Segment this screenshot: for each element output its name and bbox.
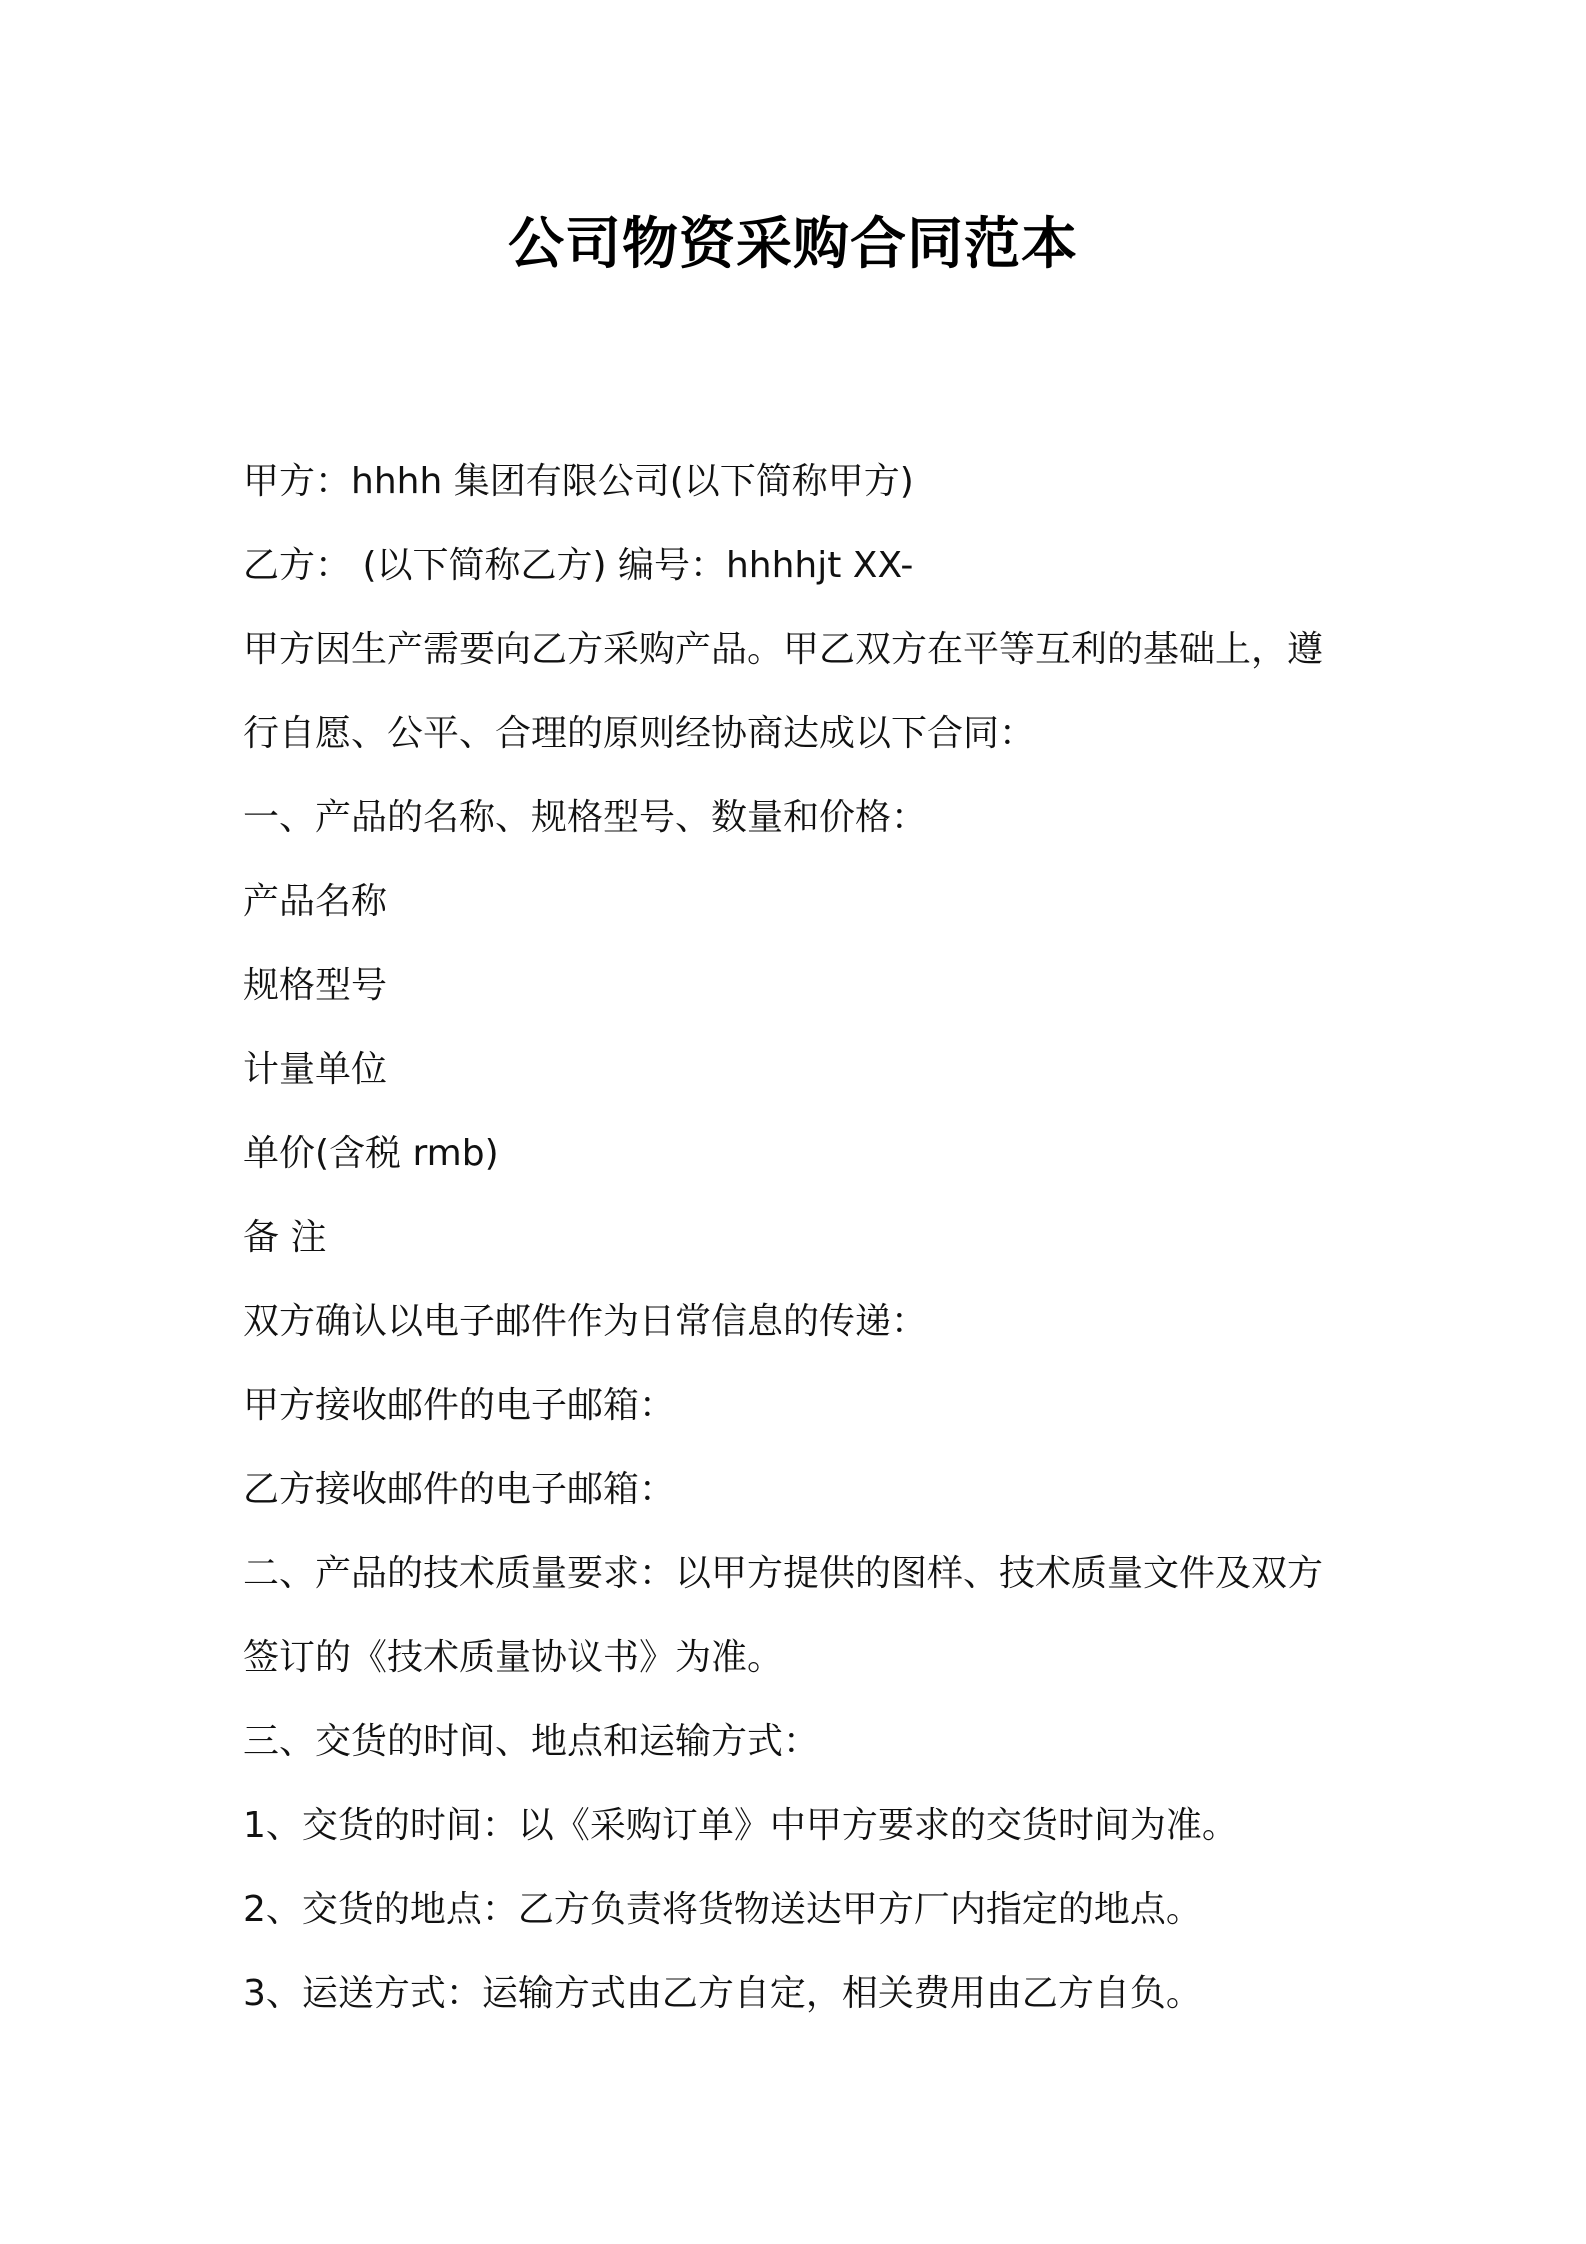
delivery-time-line: 1、交货的时间：以《采购订单》中甲方要求的交货时间为准。: [243, 1805, 1238, 1846]
preamble-line-2: 行自愿、公平、合理的原则经协商达成以下合同：: [243, 713, 1036, 754]
party-a-line: 甲方：hhhh 集团有限公司(以下简称甲方): [243, 461, 914, 502]
preamble-line-1: 甲方因生产需要向乙方采购产品。甲乙双方在平等互利的基础上，遵: [243, 629, 1324, 670]
spec-model-field: 规格型号: [243, 965, 388, 1006]
product-name-field: 产品名称: [243, 881, 388, 922]
party-a-email-line: 甲方接收邮件的电子邮箱：: [243, 1385, 676, 1426]
email-confirm-line: 双方确认以电子邮件作为日常信息的传递：: [243, 1301, 928, 1342]
party-b-email-line: 乙方接收邮件的电子邮箱：: [243, 1469, 676, 1510]
section-3-heading: 三、交货的时间、地点和运输方式：: [243, 1721, 820, 1762]
party-b-line: 乙方： (以下简称乙方) 编号：hhhhjt XX-: [243, 545, 914, 586]
section-2-line-2: 签订的《技术质量协议书》为准。: [243, 1637, 784, 1678]
document-body: [243, 440, 1363, 2036]
unit-field: 计量单位: [243, 1049, 388, 1090]
document-title: 公司物资采购合同范本: [508, 212, 1078, 277]
section-1-heading: 一、产品的名称、规格型号、数量和价格：: [243, 797, 928, 838]
delivery-place-line: 2、交货的地点：乙方负责将货物送达甲方厂内指定的地点。: [243, 1889, 1202, 1930]
unit-price-field: 单价(含税 rmb): [243, 1133, 499, 1174]
transport-method-line: 3、运送方式：运输方式由乙方自定，相关费用由乙方自负。: [243, 1973, 1202, 2014]
section-2-line-1: 二、产品的技术质量要求：以甲方提供的图样、技术质量文件及双方: [243, 1553, 1324, 1594]
remarks-field: 备 注: [243, 1217, 327, 1258]
